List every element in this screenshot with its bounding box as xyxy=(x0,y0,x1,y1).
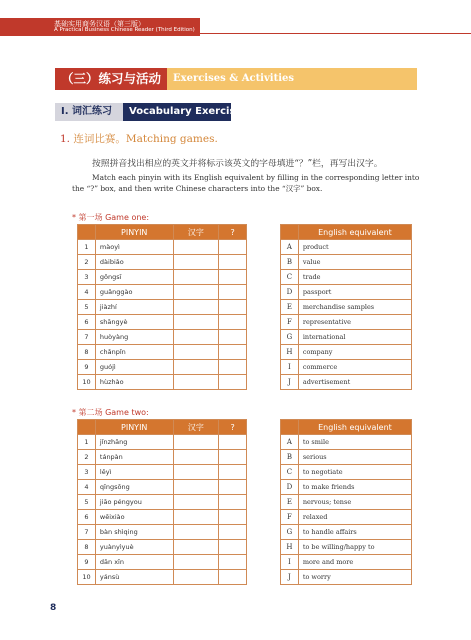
table-row xyxy=(281,480,412,495)
table-row xyxy=(281,435,412,450)
row-number: 6 xyxy=(78,510,96,525)
section-title-en: Exercises & Activities xyxy=(173,73,295,84)
option-letter: D xyxy=(281,285,299,300)
header-hanzi: 汉字 xyxy=(173,225,219,240)
row-number: 2 xyxy=(78,450,96,465)
english-equivalent: serious xyxy=(298,450,411,465)
letter-answer-cell[interactable] xyxy=(219,270,247,285)
row-number: 3 xyxy=(78,465,96,480)
english-equivalent: advertisement xyxy=(298,375,411,390)
english-equivalent: international xyxy=(298,330,411,345)
header-letter xyxy=(281,420,299,435)
table-row xyxy=(78,435,247,450)
pinyin-cell: gōngsī xyxy=(95,270,173,285)
table-row xyxy=(281,540,412,555)
english-equivalent: trade xyxy=(298,270,411,285)
option-letter: E xyxy=(281,495,299,510)
row-number: 9 xyxy=(78,360,96,375)
header-pinyin: PINYIN xyxy=(95,420,173,435)
option-letter: C xyxy=(281,270,299,285)
page-number: 8 xyxy=(50,603,57,613)
table-row xyxy=(281,375,412,390)
hanzi-answer-cell[interactable] xyxy=(173,525,219,540)
hanzi-answer-cell[interactable] xyxy=(173,555,219,570)
letter-answer-cell[interactable] xyxy=(219,570,247,585)
hanzi-answer-cell[interactable] xyxy=(173,255,219,270)
table-row xyxy=(281,315,412,330)
table-row xyxy=(281,255,412,270)
english-equivalent: to make friends xyxy=(298,480,411,495)
letter-answer-cell[interactable] xyxy=(219,330,247,345)
table-row xyxy=(78,495,247,510)
table-row xyxy=(281,570,412,585)
pinyin-cell: guǎnggào xyxy=(95,285,173,300)
option-letter: F xyxy=(281,315,299,330)
letter-answer-cell[interactable] xyxy=(219,555,247,570)
option-letter: G xyxy=(281,525,299,540)
option-letter: A xyxy=(281,435,299,450)
hanzi-answer-cell[interactable] xyxy=(173,465,219,480)
letter-answer-cell[interactable] xyxy=(219,375,247,390)
pinyin-cell: màoyì xyxy=(95,240,173,255)
header-english: English equivalent xyxy=(298,420,411,435)
option-letter: G xyxy=(281,330,299,345)
english-equivalent: value xyxy=(298,255,411,270)
table-row xyxy=(78,345,247,360)
row-number: 10 xyxy=(78,570,96,585)
book-title-cn: 基础实用商务汉语（第三版） xyxy=(54,20,145,28)
table-row xyxy=(78,465,247,480)
table-row xyxy=(281,300,412,315)
table-row xyxy=(281,285,412,300)
hanzi-answer-cell[interactable] xyxy=(173,240,219,255)
pinyin-cell: chǎnpǐn xyxy=(95,345,173,360)
table-row xyxy=(78,330,247,345)
english-equivalent: to handle affairs xyxy=(298,525,411,540)
question-title-en: Matching games. xyxy=(125,133,218,145)
row-number: 4 xyxy=(78,480,96,495)
hanzi-answer-cell[interactable] xyxy=(173,540,219,555)
letter-answer-cell[interactable] xyxy=(219,540,247,555)
header-letter xyxy=(281,225,299,240)
english-equivalent: relaxed xyxy=(298,510,411,525)
option-letter: J xyxy=(281,570,299,585)
header-rule xyxy=(200,33,471,34)
question-title-cn: 连词比赛。 xyxy=(73,133,126,145)
table-row xyxy=(78,510,247,525)
instructions-en: Match each pinyin with its English equivalent by filling in the corresponding letter into the “?” box, and then write Chinese characters into the “汉字” box. xyxy=(72,173,420,193)
english-equivalent: merchandise samples xyxy=(298,300,411,315)
pinyin-cell: guójì xyxy=(95,360,173,375)
hanzi-answer-cell[interactable] xyxy=(173,375,219,390)
header-hanzi: 汉字 xyxy=(173,420,219,435)
table-row xyxy=(78,480,247,495)
instructions-cn: 按照拼音找出相应的英文并将标示该英文的字母填进“？”栏，再写出汉字。 xyxy=(92,159,383,169)
hanzi-answer-cell[interactable] xyxy=(173,270,219,285)
row-number: 8 xyxy=(78,540,96,555)
option-letter: B xyxy=(281,450,299,465)
game-one-pinyin-table xyxy=(77,224,247,390)
option-letter: I xyxy=(281,555,299,570)
row-number: 5 xyxy=(78,495,96,510)
table-row xyxy=(281,510,412,525)
row-number: 4 xyxy=(78,285,96,300)
option-letter: B xyxy=(281,255,299,270)
question-number: 1. xyxy=(60,133,71,145)
hanzi-answer-cell[interactable] xyxy=(173,510,219,525)
hanzi-answer-cell[interactable] xyxy=(173,345,219,360)
table-row xyxy=(281,450,412,465)
game-two-english-table xyxy=(280,419,412,585)
section-title-cn: （三）练习与活动 xyxy=(55,68,167,90)
pinyin-cell: jiāo péngyou xyxy=(95,495,173,510)
header-title-bar xyxy=(0,18,200,36)
table-row xyxy=(78,240,247,255)
letter-answer-cell[interactable] xyxy=(219,510,247,525)
pinyin-cell: hùzhào xyxy=(95,375,173,390)
option-letter: I xyxy=(281,360,299,375)
option-letter: E xyxy=(281,300,299,315)
row-number: 3 xyxy=(78,270,96,285)
table-row xyxy=(78,525,247,540)
table-row xyxy=(281,240,412,255)
game-one-english-table xyxy=(280,224,412,390)
row-number: 9 xyxy=(78,555,96,570)
question-title xyxy=(60,131,218,146)
table-row xyxy=(78,315,247,330)
letter-answer-cell[interactable] xyxy=(219,300,247,315)
pinyin-cell: qīngsōng xyxy=(95,480,173,495)
table-row xyxy=(281,525,412,540)
english-equivalent: to be willing/happy to xyxy=(298,540,411,555)
section-banner xyxy=(55,68,417,90)
letter-answer-cell[interactable] xyxy=(219,240,247,255)
hanzi-answer-cell[interactable] xyxy=(173,315,219,330)
row-number: 7 xyxy=(78,330,96,345)
letter-answer-cell[interactable] xyxy=(219,255,247,270)
option-letter: J xyxy=(281,375,299,390)
header-num xyxy=(78,420,96,435)
english-equivalent: commerce xyxy=(298,360,411,375)
pinyin-cell: lěyì xyxy=(95,465,173,480)
hanzi-answer-cell[interactable] xyxy=(173,285,219,300)
letter-answer-cell[interactable] xyxy=(219,315,247,330)
hanzi-answer-cell[interactable] xyxy=(173,360,219,375)
hanzi-answer-cell[interactable] xyxy=(173,435,219,450)
english-equivalent: product xyxy=(298,240,411,255)
english-equivalent: company xyxy=(298,345,411,360)
header-answer: ? xyxy=(219,420,247,435)
table-row xyxy=(281,270,412,285)
table-row xyxy=(281,360,412,375)
row-number: 1 xyxy=(78,435,96,450)
hanzi-answer-cell[interactable] xyxy=(173,480,219,495)
pinyin-cell: tánpàn xyxy=(95,450,173,465)
row-number: 7 xyxy=(78,525,96,540)
table-row xyxy=(78,570,247,585)
pinyin-cell: yuànyìyuè xyxy=(95,540,173,555)
header-english: English equivalent xyxy=(298,225,411,240)
game-two-title: * 第二场 Game two: xyxy=(72,408,149,417)
table-row xyxy=(78,270,247,285)
table-row xyxy=(281,495,412,510)
english-equivalent: to smile xyxy=(298,435,411,450)
letter-answer-cell[interactable] xyxy=(219,465,247,480)
option-letter: H xyxy=(281,345,299,360)
english-equivalent: passport xyxy=(298,285,411,300)
option-letter: A xyxy=(281,240,299,255)
letter-answer-cell[interactable] xyxy=(219,345,247,360)
table-row xyxy=(78,555,247,570)
table-row xyxy=(78,255,247,270)
row-number: 6 xyxy=(78,315,96,330)
table-row xyxy=(78,540,247,555)
subsection-title: Vocabulary Exercises xyxy=(123,103,231,121)
pinyin-cell: wēixiào xyxy=(95,510,173,525)
row-number: 10 xyxy=(78,375,96,390)
pinyin-cell: yánsù xyxy=(95,570,173,585)
pinyin-cell: dàibiǎo xyxy=(95,255,173,270)
letter-answer-cell[interactable] xyxy=(219,285,247,300)
english-equivalent: to worry xyxy=(298,570,411,585)
hanzi-answer-cell[interactable] xyxy=(173,300,219,315)
subsection-number: I. 词汇练习 xyxy=(55,103,123,121)
header-pinyin: PINYIN xyxy=(95,225,173,240)
game-two-pinyin-table xyxy=(77,419,247,585)
pinyin-cell: shāngyè xyxy=(95,315,173,330)
letter-answer-cell[interactable] xyxy=(219,495,247,510)
table-row xyxy=(78,450,247,465)
table-row xyxy=(78,375,247,390)
table-row xyxy=(281,555,412,570)
row-number: 1 xyxy=(78,240,96,255)
english-equivalent: more and more xyxy=(298,555,411,570)
option-letter: H xyxy=(281,540,299,555)
hanzi-answer-cell[interactable] xyxy=(173,570,219,585)
hanzi-answer-cell[interactable] xyxy=(173,450,219,465)
pinyin-cell: jiàzhí xyxy=(95,300,173,315)
page-header xyxy=(0,0,471,38)
letter-answer-cell[interactable] xyxy=(219,525,247,540)
game-one-title: * 第一场 Game one: xyxy=(72,213,150,222)
table-row xyxy=(281,465,412,480)
pinyin-cell: huòyàng xyxy=(95,330,173,345)
letter-answer-cell[interactable] xyxy=(219,435,247,450)
table-row xyxy=(281,330,412,345)
book-title-en: A Practical Business Chinese Reader (Third Edition) xyxy=(54,27,195,33)
letter-answer-cell[interactable] xyxy=(219,480,247,495)
row-number: 5 xyxy=(78,300,96,315)
pinyin-cell: bàn shìqing xyxy=(95,525,173,540)
hanzi-answer-cell[interactable] xyxy=(173,495,219,510)
option-letter: C xyxy=(281,465,299,480)
table-row xyxy=(78,285,247,300)
option-letter: D xyxy=(281,480,299,495)
english-equivalent: nervous; tense xyxy=(298,495,411,510)
pinyin-cell: jǐnzhāng xyxy=(95,435,173,450)
pinyin-cell: dān xīn xyxy=(95,555,173,570)
letter-answer-cell[interactable] xyxy=(219,450,247,465)
header-num xyxy=(78,225,96,240)
letter-answer-cell[interactable] xyxy=(219,360,247,375)
table-row xyxy=(281,345,412,360)
table-row xyxy=(78,360,247,375)
english-equivalent: to negotiate xyxy=(298,465,411,480)
row-number: 2 xyxy=(78,255,96,270)
table-row xyxy=(78,300,247,315)
hanzi-answer-cell[interactable] xyxy=(173,330,219,345)
row-number: 8 xyxy=(78,345,96,360)
option-letter: F xyxy=(281,510,299,525)
header-answer: ? xyxy=(219,225,247,240)
english-equivalent: representative xyxy=(298,315,411,330)
